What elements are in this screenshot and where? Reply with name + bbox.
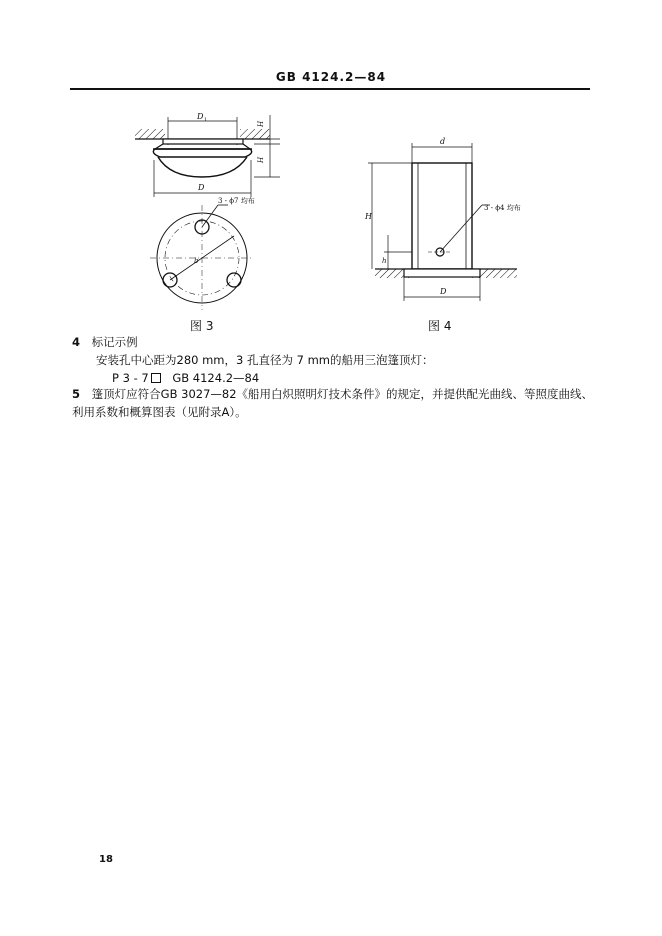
section-5-number: 5 xyxy=(72,387,81,401)
fig4-d-label: d xyxy=(440,137,446,146)
fig4-holes-note: 3 - ϕ4 均布 xyxy=(484,204,521,212)
fig3-h1-label: H xyxy=(257,120,265,127)
section-5-text: 篷顶灯应符合GB 3027—82《船用白炽照明灯技术条件》的规定，并提供配光曲线、等照度曲线、 xyxy=(91,387,594,401)
blank-box-icon xyxy=(151,373,161,383)
fig4-h-label: h xyxy=(382,257,387,265)
figure-3-drawing xyxy=(130,105,300,320)
section-4-number: 4 xyxy=(72,335,81,349)
fig3-d1-label: D xyxy=(197,112,204,121)
section-4-heading xyxy=(72,334,138,350)
section-4-title: 标记示例 xyxy=(91,335,138,349)
fig4-d-big-label: D xyxy=(440,287,447,296)
section-4-line1: 安装孔中心距为280 mm，3 孔直径为 7 mm的船用三泡篷顶灯： xyxy=(96,353,434,367)
fig4-h-big-label: H xyxy=(365,212,372,221)
figure-3-caption: 图 3 xyxy=(190,319,214,333)
figure-4-drawing xyxy=(360,135,540,305)
marking-standard: GB 4124.2—84 xyxy=(172,371,260,385)
page-header: GB 4124.2—84 xyxy=(275,70,387,84)
fig3-d1-sub: 1 xyxy=(204,117,208,123)
section-5-line2: 利用系数和概算图表（见附录A）。 xyxy=(72,405,247,419)
fig3-h2-label: H xyxy=(257,156,265,163)
header-rule xyxy=(70,88,590,90)
fig3-holes-note: 3 - ϕ7 均布 xyxy=(218,197,255,205)
figure-4-caption: 图 4 xyxy=(428,319,452,333)
fig3-d-label: D xyxy=(198,183,205,192)
section-5-line1 xyxy=(72,386,612,402)
fig3-b-label: b xyxy=(194,257,199,265)
marking-code: P 3 - 7 xyxy=(112,371,149,385)
page-number: 18 xyxy=(99,854,113,865)
marking-example xyxy=(112,370,259,386)
